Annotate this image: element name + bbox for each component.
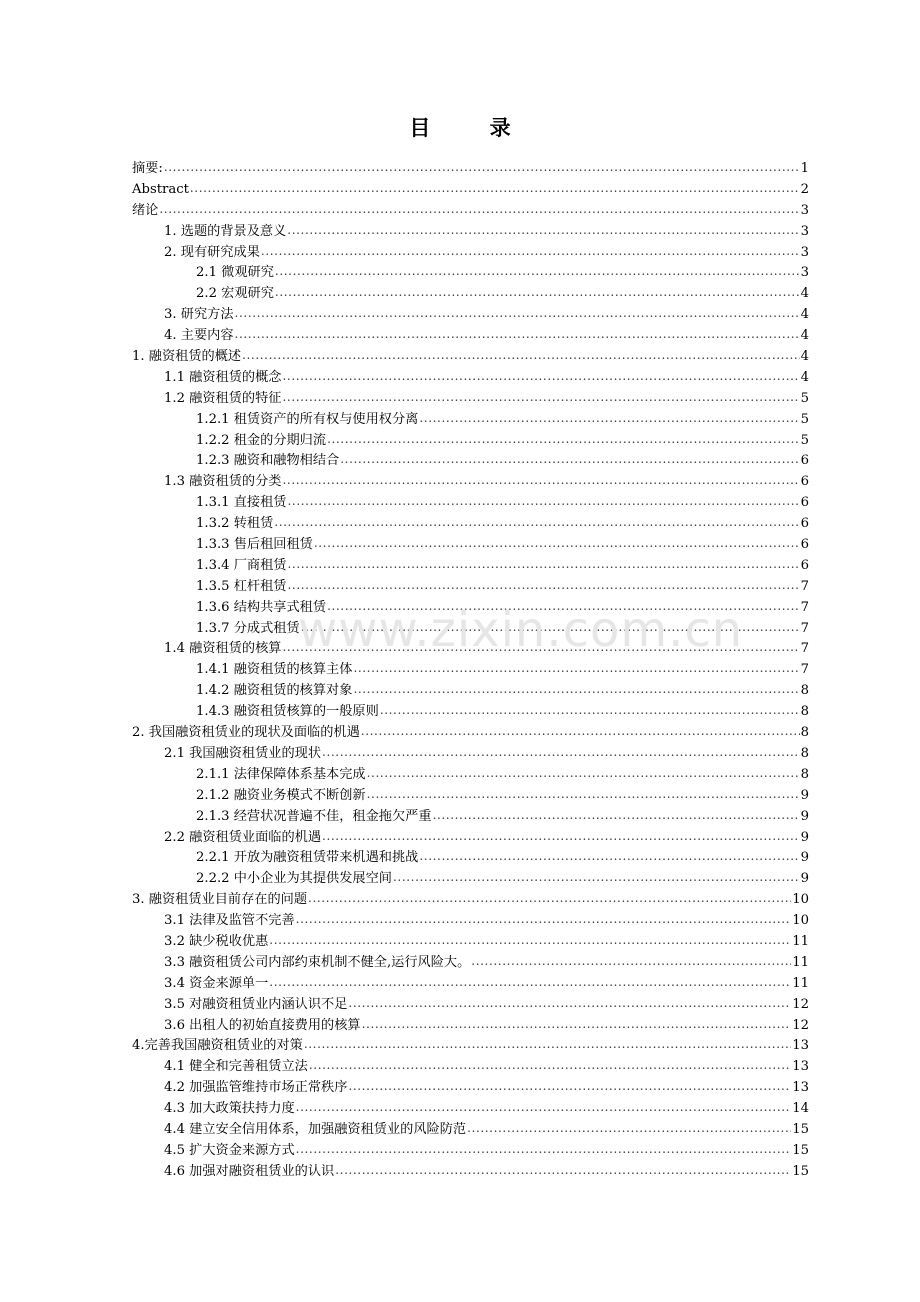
toc-entry[interactable] [132, 931, 809, 952]
toc-entry-page: 6 [800, 537, 809, 553]
toc-entry-label: 1.3.1 直接租赁 [196, 495, 287, 511]
toc-entry-page: 8 [800, 683, 809, 699]
toc-leader-dots [296, 1097, 792, 1119]
toc-entry-label: 3. 研究方法 [164, 307, 234, 323]
watermark: www.zixin.com.cn [298, 602, 744, 658]
toc-entry[interactable] [132, 973, 809, 994]
toc-entry-page: 6 [800, 495, 809, 511]
toc-leader-dots [380, 700, 800, 722]
toc-entry[interactable] [132, 1140, 809, 1161]
toc-entry-page: 5 [800, 432, 809, 448]
toc-entry-page: 12 [792, 996, 809, 1012]
toc-entry-label: 1.3.2 转租赁 [196, 516, 274, 532]
toc-entry[interactable] [132, 722, 809, 743]
toc-entry-label: 2.2.2 中小企业为其提供发展空间 [196, 871, 392, 887]
toc-entry-label: 4.5 扩大资金来源方式 [164, 1142, 295, 1158]
toc-entry[interactable] [132, 1056, 809, 1077]
toc-leader-dots [304, 1034, 791, 1056]
toc-entry-label: 2.1.3 经营状况普遍不佳，租金拖欠严重 [196, 808, 432, 824]
toc-entry-page: 9 [800, 787, 809, 803]
toc-entry-label: 2.1.2 融资业务模式不断创新 [196, 787, 366, 803]
toc-entry[interactable] [132, 492, 809, 513]
toc-entry[interactable] [132, 430, 809, 451]
toc-entry-label: 1.3.5 杠杆租赁 [196, 578, 287, 594]
toc-entry[interactable] [132, 325, 809, 346]
toc-entry[interactable] [132, 618, 809, 639]
toc-entry[interactable] [132, 200, 809, 221]
toc-leader-dots [275, 261, 800, 283]
toc-entry[interactable] [132, 242, 809, 263]
toc-entry-page: 14 [792, 1101, 809, 1117]
toc-leader-dots [353, 679, 799, 701]
toc-leader-dots [393, 867, 800, 889]
toc-entry-label: 4.3 加大政策扶持力度 [164, 1101, 295, 1117]
toc-entry[interactable] [132, 388, 809, 409]
toc-entry[interactable] [132, 827, 809, 848]
toc-entry-label: 4.完善我国融资租赁业的对策 [132, 1038, 303, 1054]
toc-entry[interactable] [132, 513, 809, 534]
toc-entry[interactable] [132, 597, 809, 618]
toc-entry-label: 2. 现有研究成果 [164, 244, 260, 260]
toc-entry-page: 1 [800, 161, 809, 176]
toc-entry[interactable] [132, 367, 809, 388]
toc-leader-dots [269, 972, 791, 994]
toc-entry-label: 1.3.3 售后租回租赁 [196, 537, 313, 553]
toc-entry-page: 5 [800, 411, 809, 427]
toc-entry-page: 6 [800, 453, 809, 469]
toc-entry-label: 摘要: [132, 161, 163, 176]
toc-leader-dots [348, 993, 791, 1015]
toc-entry-page: 4 [800, 307, 809, 323]
toc-leader-dots [314, 533, 800, 555]
toc-entry-page: 4 [800, 286, 809, 302]
toc-entry-page: 12 [792, 1017, 809, 1033]
toc-entry-label: 1.2.3 融资和融物相结合 [196, 453, 340, 469]
toc-leader-dots [190, 178, 800, 200]
toc-entry-label: 3.2 缺少税收优惠 [164, 933, 269, 949]
toc-leader-dots [235, 303, 800, 325]
toc-entry-page: 7 [800, 599, 809, 615]
toc-entry-label: 1.4.1 融资租赁的核算主体 [196, 662, 353, 678]
toc-entry-label: 2.1.1 法律保障体系基本完成 [196, 766, 366, 782]
toc-leader-dots [274, 512, 799, 534]
toc-entry-label: 1.2.2 租金的分期归流 [196, 432, 327, 448]
toc-entry-page: 9 [800, 871, 809, 887]
toc-entry[interactable] [132, 764, 809, 785]
toc-leader-dots [367, 763, 800, 785]
toc-leader-dots [242, 345, 800, 367]
toc-entry[interactable] [132, 158, 809, 179]
toc-leader-dots [282, 470, 799, 492]
toc-entry-page: 3 [800, 223, 809, 239]
toc-entry-page: 11 [792, 933, 809, 949]
toc-entry-label: 2. 我国融资租赁业的现状及面临的机遇 [132, 725, 360, 741]
toc-entry-page: 9 [800, 850, 809, 866]
toc-leader-dots [287, 220, 799, 242]
toc-entry[interactable] [132, 471, 809, 492]
toc-entry[interactable] [132, 1098, 809, 1119]
toc-leader-dots [322, 742, 800, 764]
toc-entry[interactable] [132, 785, 809, 806]
toc-entry-label: 3.5 对融资租赁业内涵认识不足 [164, 996, 348, 1012]
table-of-contents [132, 158, 809, 1182]
toc-entry-label: 1.3.4 厂商租赁 [196, 557, 287, 573]
toc-entry-page: 10 [792, 913, 809, 929]
toc-entry-page: 4 [800, 369, 809, 385]
toc-entry-label: 2.2.1 开放为融资租赁带来机遇和挑战 [196, 850, 419, 866]
toc-entry[interactable] [132, 576, 809, 597]
toc-leader-dots [322, 826, 800, 848]
toc-entry-page: 8 [800, 766, 809, 782]
toc-entry[interactable] [132, 1035, 809, 1056]
toc-entry[interactable] [132, 743, 809, 764]
toc-entry-page: 15 [792, 1163, 809, 1179]
toc-leader-dots [275, 282, 800, 304]
toc-leader-dots [362, 1014, 792, 1036]
toc-leader-dots [361, 721, 800, 743]
toc-entry[interactable] [132, 1161, 809, 1182]
toc-leader-dots [419, 846, 799, 868]
toc-entry-label: 1.4.2 融资租赁的核算对象 [196, 683, 353, 699]
toc-entry-label: 2.2 宏观研究 [196, 286, 274, 302]
toc-leader-dots [282, 387, 799, 409]
toc-entry-label: 1.3.7 分成式租赁 [196, 620, 300, 636]
toc-entry-page: 6 [800, 557, 809, 573]
toc-leader-dots [159, 199, 799, 221]
toc-entry[interactable] [132, 701, 809, 722]
toc-entry[interactable] [132, 889, 809, 910]
toc-entry-page: 6 [800, 516, 809, 532]
toc-entry[interactable] [132, 262, 809, 283]
toc-entry-label: 4.6 加强对融资租赁业的认识 [164, 1163, 335, 1179]
toc-leader-dots [353, 658, 799, 680]
toc-entry-label: 2.1 微观研究 [196, 265, 274, 281]
toc-entry-label: 绪论 [132, 202, 159, 218]
toc-leader-dots [296, 1139, 792, 1161]
toc-leader-dots [301, 617, 800, 639]
toc-entry-page: 7 [800, 578, 809, 594]
toc-leader-dots [433, 805, 800, 827]
toc-leader-dots [269, 930, 791, 952]
toc-leader-dots [367, 784, 800, 806]
toc-entry-label: 1. 融资租赁的概述 [132, 349, 242, 365]
toc-entry[interactable] [132, 409, 809, 430]
toc-entry-label: Abstract [132, 181, 189, 197]
page-title: 目 录 [409, 116, 537, 140]
toc-entry[interactable] [132, 952, 809, 973]
toc-entry-page: 9 [800, 829, 809, 845]
toc-leader-dots [467, 1118, 791, 1140]
toc-entry-label: 4. 主要内容 [164, 328, 234, 344]
toc-entry-page: 8 [800, 745, 809, 761]
toc-entry[interactable] [132, 1015, 809, 1036]
toc-leader-dots [296, 909, 792, 931]
toc-leader-dots [164, 157, 800, 179]
toc-entry-label: 3. 融资租赁业目前存在的问题 [132, 892, 308, 908]
toc-entry-label: 4.2 加强监管维持市场正常秩序 [164, 1080, 348, 1096]
toc-entry[interactable] [132, 659, 809, 680]
toc-entry-label: 3.4 资金来源单一 [164, 975, 269, 991]
toc-leader-dots [335, 1160, 791, 1182]
toc-entry-label: 1.3.6 结构共享式租赁 [196, 599, 327, 615]
toc-entry[interactable] [132, 910, 809, 931]
toc-leader-dots [348, 1076, 791, 1098]
toc-entry-label: 3.3 融资租赁公司内部约束机制不健全,运行风险大。 [164, 954, 471, 970]
toc-entry-label: 1. 选题的背景及意义 [164, 223, 287, 239]
toc-entry-page: 10 [792, 892, 809, 908]
toc-entry-page: 7 [800, 641, 809, 657]
toc-entry-page: 7 [800, 620, 809, 636]
toc-leader-dots [308, 888, 791, 910]
toc-entry-page: 15 [792, 1142, 809, 1158]
toc-leader-dots [327, 596, 800, 618]
toc-entry[interactable] [132, 346, 809, 367]
toc-leader-dots [309, 1055, 791, 1077]
toc-entry[interactable] [132, 534, 809, 555]
toc-entry[interactable] [132, 994, 809, 1015]
toc-entry-label: 1.2 融资租赁的特征 [164, 390, 282, 406]
toc-entry[interactable] [132, 638, 809, 659]
toc-entry[interactable] [132, 283, 809, 304]
toc-entry-page: 15 [792, 1121, 809, 1137]
toc-entry-page: 8 [800, 725, 809, 741]
toc-leader-dots [419, 408, 799, 430]
toc-entry-page: 3 [800, 265, 809, 281]
toc-entry-page: 11 [792, 954, 809, 970]
toc-leader-dots [288, 491, 800, 513]
toc-entry-page: 7 [800, 662, 809, 678]
toc-entry[interactable] [132, 450, 809, 471]
toc-entry[interactable] [132, 806, 809, 827]
toc-entry-label: 1.4 融资租赁的核算 [164, 641, 282, 657]
toc-entry-label: 4.1 健全和完善租赁立法 [164, 1059, 308, 1075]
toc-entry-page: 13 [792, 1059, 809, 1075]
toc-entry-page: 8 [800, 704, 809, 720]
toc-entry-label: 3.1 法律及监管不完善 [164, 913, 295, 929]
toc-entry-page: 4 [800, 328, 809, 344]
toc-entry[interactable] [132, 555, 809, 576]
toc-leader-dots [282, 366, 799, 388]
toc-entry-label: 1.1 融资租赁的概念 [164, 369, 282, 385]
toc-leader-dots [327, 429, 800, 451]
toc-leader-dots [282, 637, 799, 659]
toc-entry-label: 2.1 我国融资租赁业的现状 [164, 745, 322, 761]
toc-entry-label: 1.4.3 融资租赁核算的一般原则 [196, 704, 379, 720]
toc-entry-label: 3.6 出租人的初始直接费用的核算 [164, 1017, 361, 1033]
toc-entry-label: 1.2.1 租赁资产的所有权与使用权分离 [196, 411, 419, 427]
toc-entry[interactable] [132, 868, 809, 889]
toc-entry-page: 5 [800, 390, 809, 406]
toc-entry-page: 9 [800, 808, 809, 824]
toc-entry[interactable] [132, 847, 809, 868]
toc-entry-page: 13 [792, 1038, 809, 1054]
toc-entry-label: 2.2 融资租赁业面临的机遇 [164, 829, 322, 845]
toc-leader-dots [288, 554, 800, 576]
toc-entry-page: 2 [800, 181, 809, 197]
toc-entry-page: 3 [800, 244, 809, 260]
toc-leader-dots [340, 449, 799, 471]
toc-entry[interactable] [132, 1119, 809, 1140]
toc-entry-label: 4.4 建立安全信用体系，加强融资租赁业的风险防范 [164, 1121, 467, 1137]
toc-entry[interactable] [132, 221, 809, 242]
toc-entry[interactable] [132, 680, 809, 701]
toc-entry-page: 11 [792, 975, 809, 991]
toc-entry[interactable] [132, 179, 809, 200]
toc-leader-dots [288, 575, 800, 597]
toc-entry-label: 1.3 融资租赁的分类 [164, 474, 282, 490]
toc-entry-page: 6 [800, 474, 809, 490]
toc-leader-dots [471, 951, 791, 973]
toc-entry-page: 13 [792, 1080, 809, 1096]
toc-leader-dots [235, 324, 800, 346]
toc-entry[interactable] [132, 304, 809, 325]
toc-entry-page: 4 [800, 349, 809, 365]
toc-leader-dots [261, 241, 800, 263]
toc-entry[interactable] [132, 1077, 809, 1098]
toc-entry-page: 3 [800, 202, 809, 218]
